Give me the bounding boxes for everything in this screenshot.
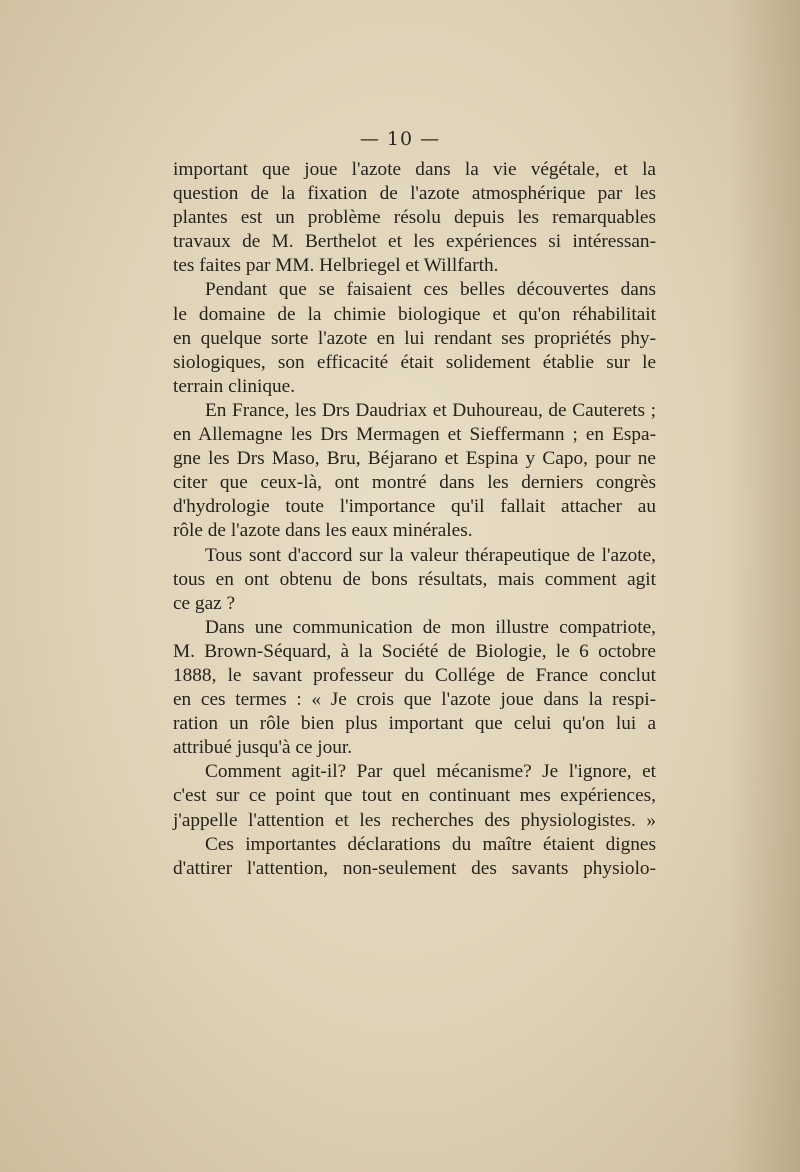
text-line: En France, les Drs Daudriax et Duhoureau, de Cauterets ;: [205, 399, 656, 421]
text-line: en ces termes : « Je crois que l'azote joue dans la respi-: [173, 689, 656, 711]
text-line: Dans une communication de mon illustre compatriote,: [205, 616, 656, 638]
text-line: terrain clinique.: [173, 375, 296, 397]
text-line: en quelque sorte l'azote en lui rendant ses propriétés phy-: [173, 327, 656, 349]
text-line: question de la fixation de l'azote atmosphérique par les: [173, 183, 656, 205]
text-line: ration un rôle bien plus important que celui qu'on lui a: [173, 713, 656, 735]
text-line: d'hydrologie toute l'importance qu'il fallait attacher au: [173, 496, 656, 518]
text-line: tous en ont obtenu de bons résultats, mais comment agit: [173, 568, 656, 590]
text-line: le domaine de la chimie biologique et qu'on réhabilitait: [173, 303, 656, 325]
text-line: travaux de M. Berthelot et les expériences si intéressan-: [173, 231, 656, 253]
page-edge-shadow: [730, 0, 800, 1172]
text-line: en Allemagne les Drs Mermagen et Sieffermann ; en Espa-: [173, 424, 656, 446]
text-line: 1888, le savant professeur du Collége de France conclut: [173, 664, 656, 686]
text-line: ce gaz ?: [173, 592, 236, 614]
page-number: — 10 —: [359, 128, 441, 150]
text-line: c'est sur ce point que tout en continuant mes expériences,: [173, 785, 656, 807]
body-text: [173, 158, 656, 881]
text-line: tes faites par MM. Helbriegel et Willfarth.: [173, 255, 499, 277]
text-line: j'appelle l'attention et les recherches des physiologistes. »: [173, 809, 656, 831]
text-line: Tous sont d'accord sur la valeur thérapeutique de l'azote,: [205, 544, 656, 566]
text-line: citer que ceux-là, ont montré dans les derniers congrès: [173, 472, 656, 494]
text-line: Comment agit-il? Par quel mécanisme? Je l'ignore, et: [205, 761, 656, 783]
text-line: gne les Drs Maso, Bru, Béjarano et Espina y Capo, pour ne: [173, 448, 656, 470]
text-line: Ces importantes déclarations du maître étaient dignes: [205, 833, 656, 855]
text-line: attribué jusqu'à ce jour.: [173, 737, 353, 759]
text-line: siologiques, son efficacité était solidement établie sur le: [173, 351, 656, 373]
text-line: important que joue l'azote dans la vie végétale, et la: [173, 159, 656, 180]
text-line: plantes est un problème résolu depuis les remarquables: [173, 207, 656, 229]
text-line: rôle de l'azote dans les eaux minérales.: [173, 520, 473, 542]
text-line: d'attirer l'attention, non-seulement des savants physiolo-: [173, 857, 656, 879]
text-line: Pendant que se faisaient ces belles découvertes dans: [205, 279, 656, 301]
text-line: M. Brown-Séquard, à la Société de Biologie, le 6 octobre: [173, 640, 656, 662]
